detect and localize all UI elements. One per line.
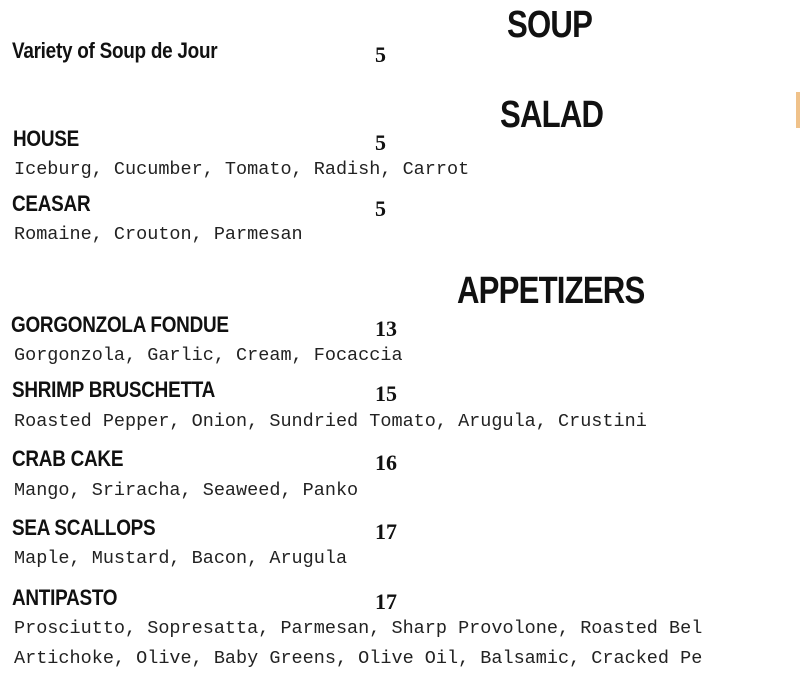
menu-item-price-house: 5: [375, 130, 386, 155]
menu-item-name-house: HOUSE: [13, 126, 80, 151]
menu-item-description-house: Iceburg, Cucumber, Tomato, Radish, Carrot: [14, 159, 470, 180]
edge-accent-mark: [796, 92, 800, 128]
menu-item-price-shrimp-bruschetta: 15: [375, 381, 397, 406]
menu-item-name-sea-scallops: SEA SCALLOPS: [12, 515, 156, 540]
menu-item-description-antipasto-line2: Artichoke, Olive, Baby Greens, Olive Oil, Balsamic, Cracked Pe: [14, 648, 703, 669]
section-title-soup: SOUP: [507, 4, 593, 46]
menu-item-name-crab-cake: CRAB CAKE: [12, 446, 124, 471]
menu-item-description-shrimp-bruschetta: Roasted Pepper, Onion, Sundried Tomato, Arugula, Crustini: [14, 411, 647, 432]
menu-item-name-shrimp-bruschetta: SHRIMP BRUSCHETTA: [12, 377, 216, 402]
section-title-salad: SALAD: [500, 94, 604, 136]
section-title-appetizers: APPETIZERS: [457, 270, 645, 312]
menu-item-description-crab-cake: Mango, Sriracha, Seaweed, Panko: [14, 480, 359, 501]
menu-item-price-crab-cake: 16: [375, 450, 397, 475]
menu-item-description-gorgonzola-fondue: Gorgonzola, Garlic, Cream, Focaccia: [14, 345, 403, 366]
menu-item-price-ceasar: 5: [375, 196, 386, 221]
menu-item-price-sea-scallops: 17: [375, 519, 397, 544]
menu-item-name-ceasar: CEASAR: [12, 191, 91, 216]
menu-item-description-antipasto-line1: Prosciutto, Sopresatta, Parmesan, Sharp Provolone, Roasted Bel: [14, 618, 703, 639]
menu-item-description-sea-scallops: Maple, Mustard, Bacon, Arugula: [14, 548, 348, 569]
menu-item-name-soup-de-jour: Variety of Soup de Jour: [12, 38, 218, 63]
menu-item-name-antipasto: ANTIPASTO: [12, 585, 118, 610]
menu-item-price-gorgonzola-fondue: 13: [375, 316, 397, 341]
menu-item-price-soup-de-jour: 5: [375, 42, 386, 67]
menu-item-name-gorgonzola-fondue: GORGONZOLA FONDUE: [11, 312, 229, 337]
menu-item-description-ceasar: Romaine, Crouton, Parmesan: [14, 224, 303, 245]
menu-item-price-antipasto: 17: [375, 589, 397, 614]
